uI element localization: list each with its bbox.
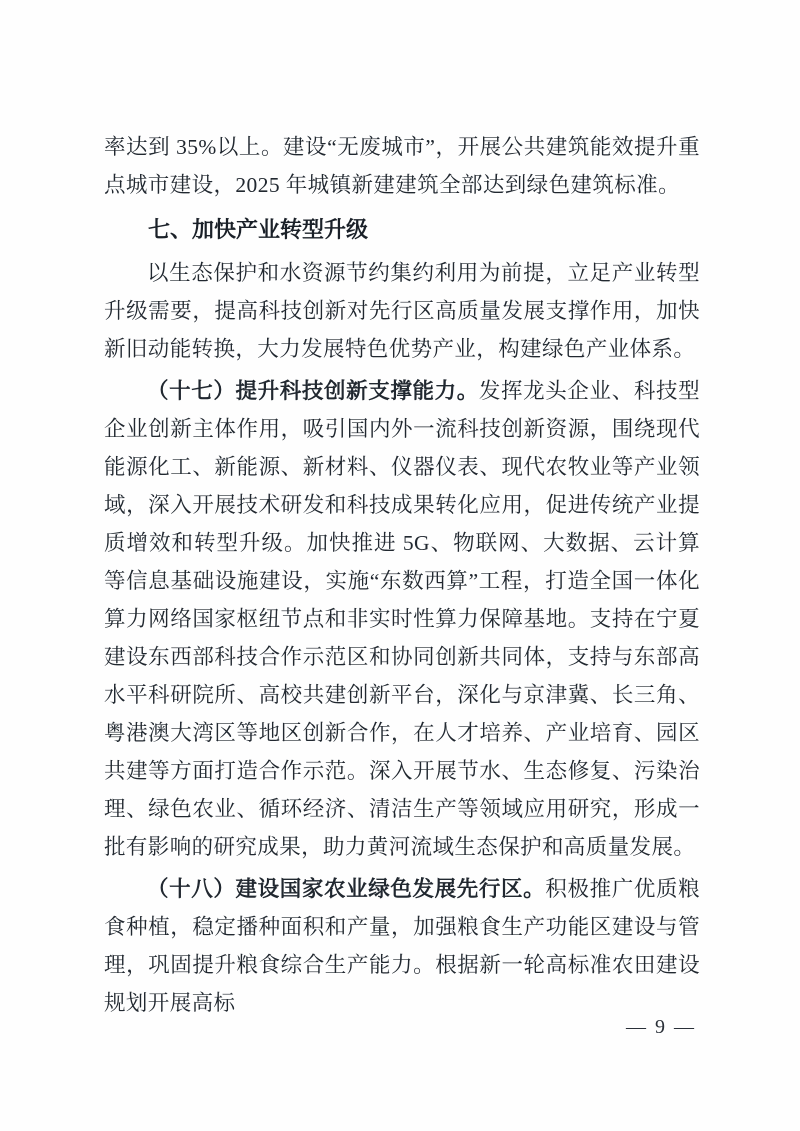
paragraph-item-18-title: （十八）建设国家农业绿色发展先行区。 <box>147 877 546 901</box>
paragraph-item-17 <box>104 372 700 866</box>
paragraph-item-17-title: （十七）提升科技创新支撑能力。 <box>147 379 479 403</box>
paragraph-continuation: 率达到 35%以上。建设“无废城市”，开展公共建筑能效提升重点城市建设，2025 年城镇新建建筑全部达到绿色建筑标准。 <box>104 135 700 197</box>
page-content <box>104 128 700 1022</box>
paragraph-item-18-body: 积极推广优质粮食种植，稳定播种面积和产量，加强粮食生产功能区建设与管理，巩固提升粮食综合生产能力。根据新一轮高标准农田建设规划开展高标 <box>104 877 700 1015</box>
section-heading: 七、加快产业转型升级 <box>148 217 369 242</box>
page-number: — 9 — <box>626 1016 696 1038</box>
paragraph-intro: 以生态保护和水资源节约集约利用为前提，立足产业转型升级需要，提高科技创新对先行区高质量发展支撑作用，加快新旧动能转换，大力发展特色优势产业，构建绿色产业体系。 <box>104 261 700 361</box>
paragraph-item-18 <box>104 870 700 1022</box>
paragraph-item-17-body: 发挥龙头企业、科技型企业创新主体作用，吸引国内外一流科技创新资源，围绕现代能源化工、新能源、新材料、仪器仪表、现代农牧业等产业领域，深入开展技术研发和科技成果转化应用，促进传统产业提质增效和转型升级。加快推进 5G、物联网、大数据、云计算等信息基础设施建设，实施“东数西算”工程，打造全国一体化算力网络国家枢纽节点和非实时性算力保障基地。支持在宁夏建设东西部科技合作示范区和协同创新共同体，支持与东部高水平科研院所、高校共建创新平台，深化与京津冀、长三角、粤港澳大湾区等地区创新合作，在人才培养、产业培育、园区共建等方面打造合作示范。深入开展节水、生态修复、污染治理、绿色农业、循环经济、清洁生产等领域应用研究，形成一批有影响的研究成果，助力黄河流域生态保护和高质量发展。 <box>104 379 700 859</box>
